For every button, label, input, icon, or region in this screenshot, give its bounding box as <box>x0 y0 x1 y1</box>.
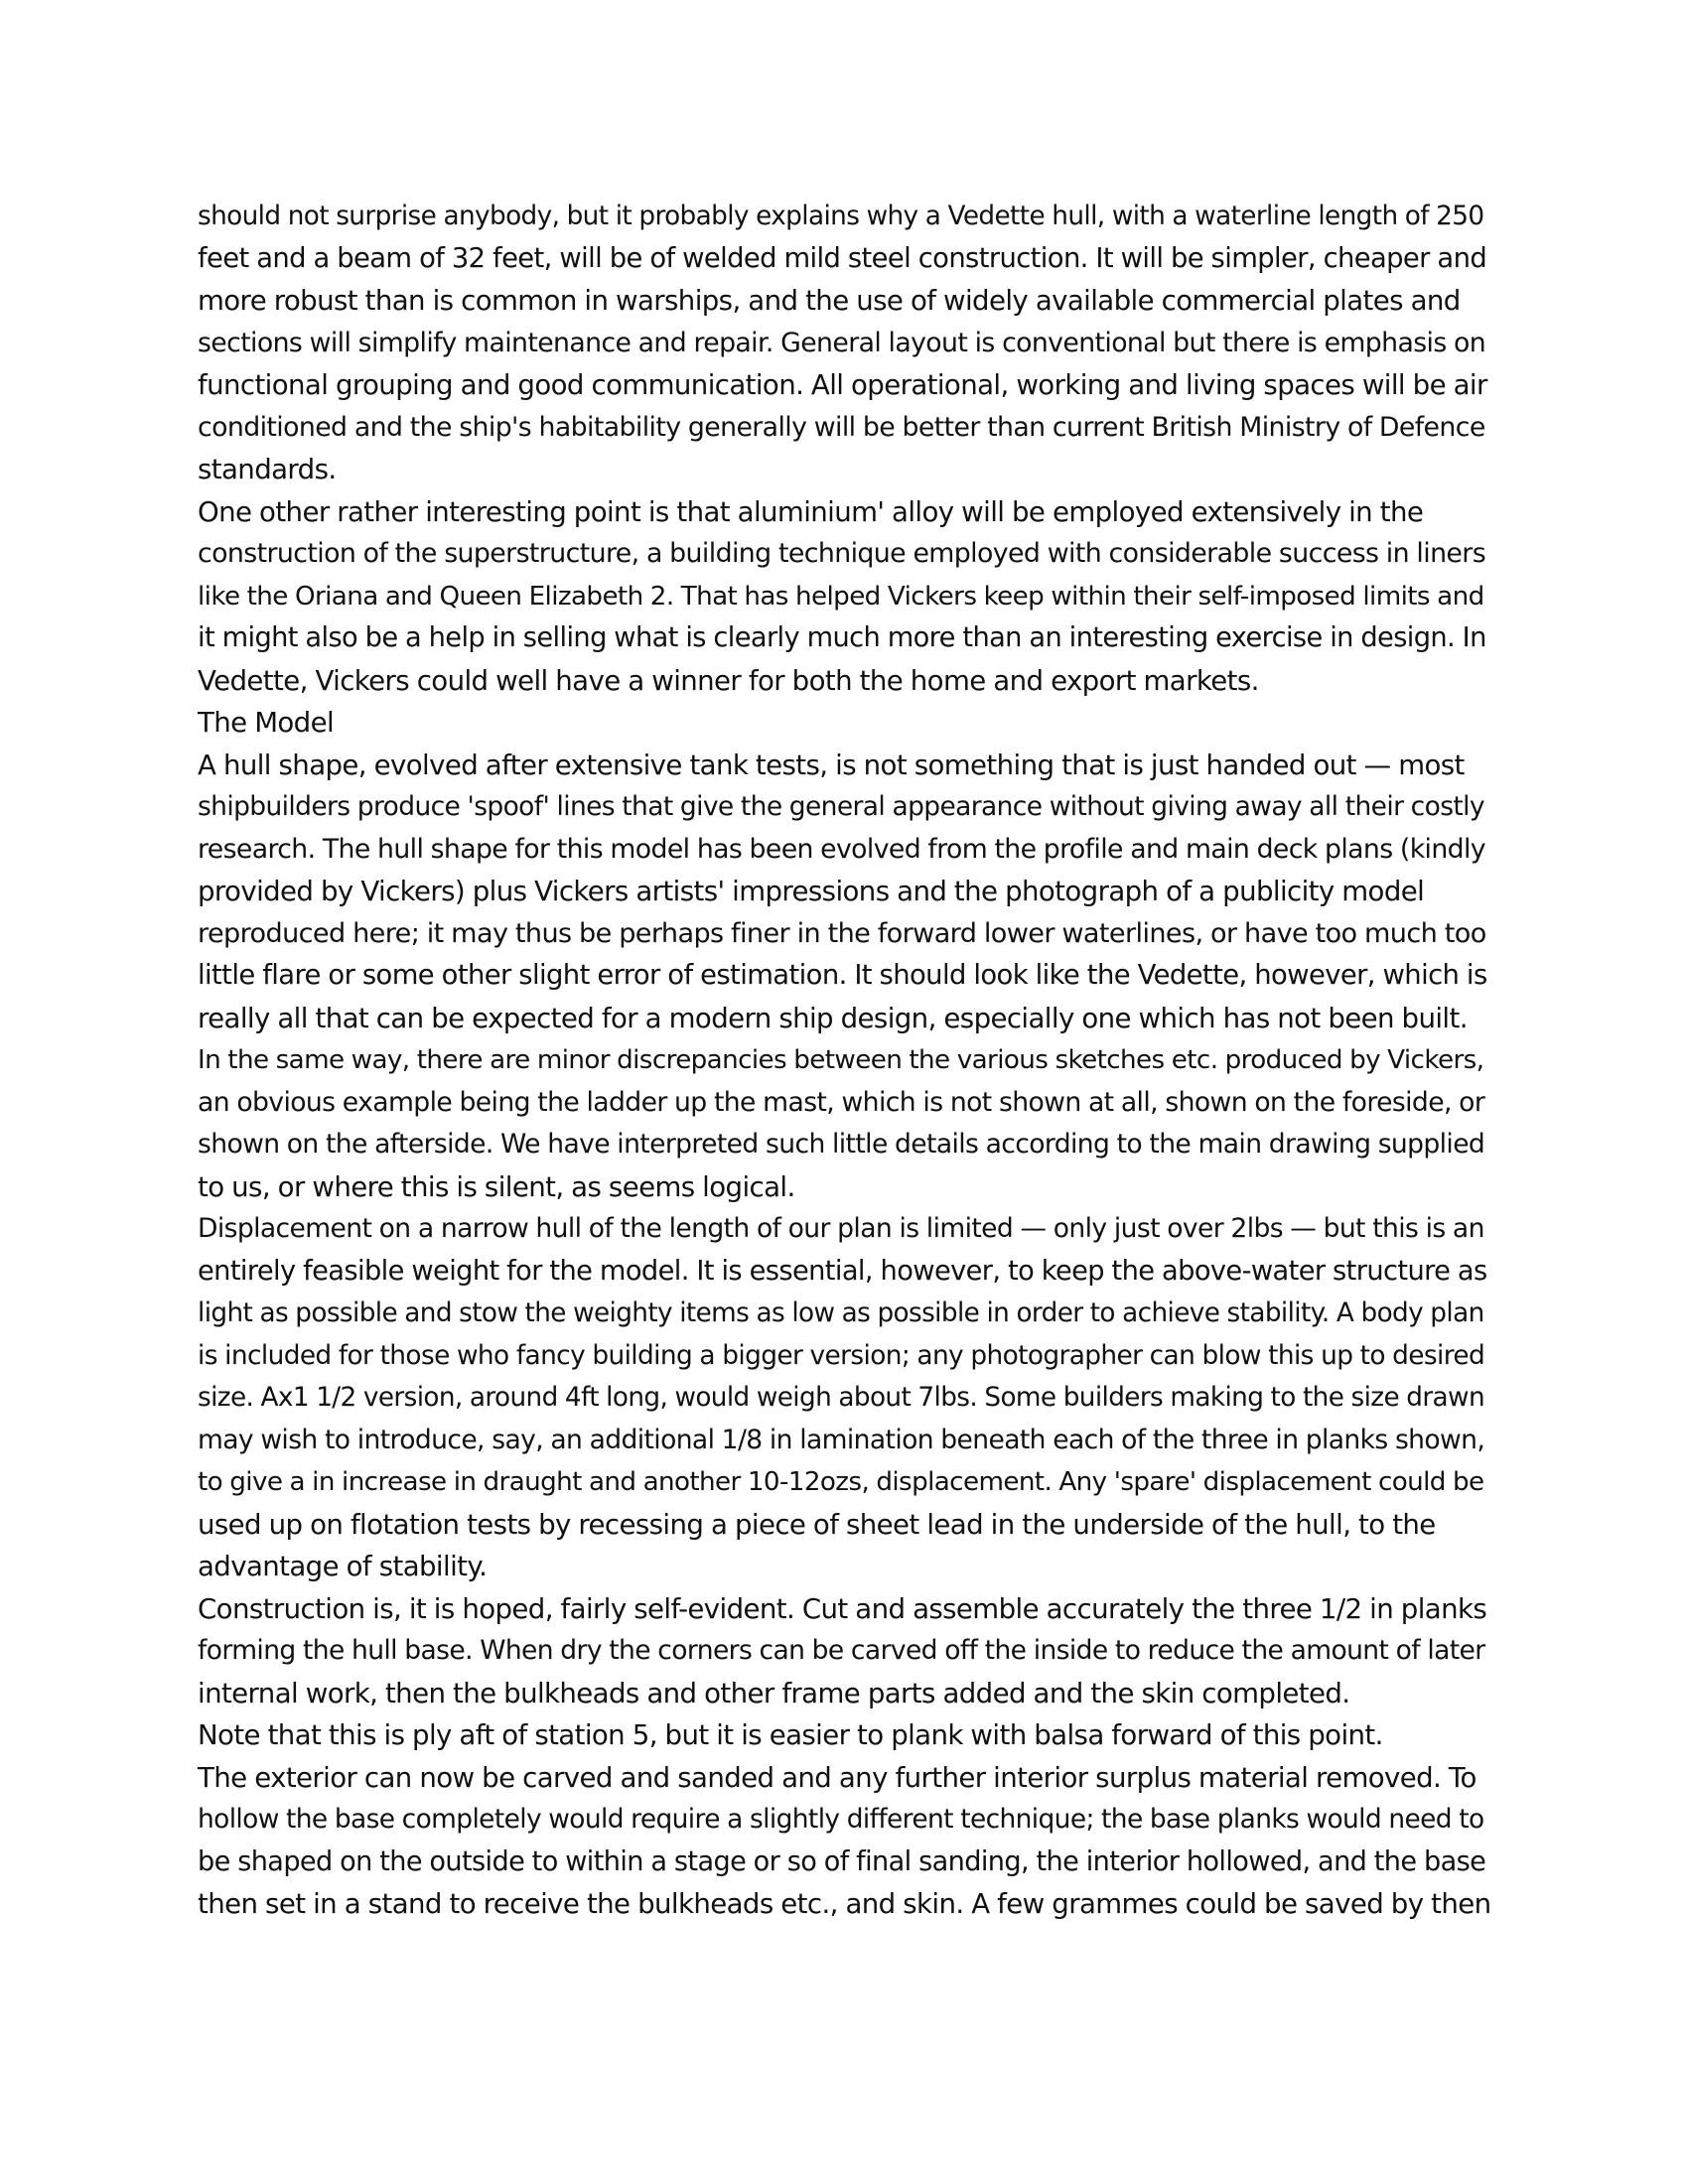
text-line: be shaped on the outside to within a stage or so of final sanding, the interior hollowed, and the base <box>198 1845 1486 1877</box>
text-line: sections will simplify maintenance and repair. General layout is conventional but there is emphasis on <box>198 327 1486 358</box>
text-line: reproduced here; it may thus be perhaps finer in the forward lower waterlines, or have too much too <box>198 917 1486 949</box>
text-line: conditioned and the ship's habitability generally will be better than current British Ministry of Defence <box>198 411 1485 443</box>
text-line: more robust than is common in warships, and the use of widely available commercial plates and <box>198 284 1461 317</box>
text-line: then set in a stand to receive the bulkheads etc., and skin. A few grammes could be saved by then <box>198 1887 1491 1920</box>
text-line: research. The hull shape for this model has been evolved from the profile and main deck plans (kindly <box>198 833 1485 865</box>
text-line: an obvious example being the ladder up the mast, which is not shown at all, shown on the foreside, or <box>198 1086 1485 1118</box>
text-line: internal work, then the bulkheads and other frame parts added and the skin completed. <box>198 1676 1350 1709</box>
text-line: Note that this is ply aft of station 5, but it is easier to plank with balsa forward of this point. <box>198 1718 1383 1751</box>
section-heading: The Model <box>198 706 335 739</box>
text-line: to give a in increase in draught and another 10-12ozs, displacement. Any 'spare' displacement could be <box>198 1467 1484 1497</box>
text-line: shipbuilders produce 'spoof' lines that give the general appearance without giving away all their costly <box>198 791 1484 822</box>
text-line: Displacement on a narrow hull of the length of our plan is limited — only just over 2lbs — but this is an <box>198 1213 1484 1244</box>
text-line: A hull shape, evolved after extensive tank tests, is not something that is just handed out — most <box>198 748 1465 781</box>
text-line: advantage of stability. <box>198 1550 488 1582</box>
text-line: to us, or where this is silent, as seems logical. <box>198 1169 795 1203</box>
text-line: really all that can be expected for a modern ship design, especially one which has not been built. <box>198 1001 1468 1034</box>
text-line: In the same way, there are minor discrepancies between the various sketches etc. produced by Vickers, <box>198 1045 1484 1075</box>
text-line: used up on flotation tests by recessing a piece of sheet lead in the underside of the hull, to the <box>198 1507 1436 1541</box>
text-line: shown on the afterside. We have interpreted such little details according to the main drawing supplied <box>198 1129 1485 1160</box>
text-line: is included for those who fancy building a bigger version; any photographer can blow this up to desired <box>198 1340 1485 1371</box>
text-line: hollow the base completely would require a slightly different technique; the base planks would need to <box>198 1804 1484 1835</box>
text-line: should not surprise anybody, but it probably explains why a Vedette hull, with a waterline length of 250 <box>198 202 1484 231</box>
body-text <box>198 196 1494 1926</box>
text-line: functional grouping and good communication. All operational, working and living spaces will be air <box>198 368 1487 401</box>
text-line: it might also be a help in selling what is clearly much more than an interesting exercise in design. In <box>198 622 1486 653</box>
text-line: size. Ax1 1/2 version, around 4ft long, would weigh about 7lbs. Some builders making to the size drawn <box>198 1383 1484 1413</box>
text-line: Construction is, it is hoped, fairly self-evident. Cut and assemble accurately the three 1/2 in planks <box>198 1591 1487 1625</box>
text-line: construction of the superstructure, a building technique employed with considerable success in liners <box>198 538 1486 569</box>
text-line: may wish to introduce, say, an additional 1/8 in lamination beneath each of the three in planks shown, <box>198 1424 1485 1455</box>
text-line: little flare or some other slight error of estimation. It should look like the Vedette, however, which is <box>198 960 1487 991</box>
text-line: light as possible and stow the weighty items as low as possible in order to achieve stability. A body plan <box>198 1298 1484 1328</box>
text-line: forming the hull base. When dry the corners can be carved off the inside to reduce the amount of later <box>198 1635 1485 1666</box>
text-line: like the Oriana and Queen Elizabeth 2. That has helped Vickers keep within their self-imposed limits and <box>198 581 1484 612</box>
text-line: The exterior can now be carved and sanded and any further interior surplus material removed. To <box>198 1760 1477 1794</box>
text-line: entirely feasible weight for the model. It is essential, however, to keep the above-water structure as <box>198 1255 1487 1287</box>
text-line: feet and a beam of 32 feet, will be of welded mild steel construction. It will be simpler, cheaper and <box>198 242 1487 274</box>
text-line: One other rather interesting point is that aluminium' alloy will be employed extensively in the <box>198 494 1424 528</box>
text-line: provided by Vickers) plus Vickers artists' impressions and the photograph of a publicity model <box>198 875 1425 907</box>
text-line: Vedette, Vickers could well have a winner for both the home and export markets. <box>198 663 1259 697</box>
text-line: standards. <box>198 453 337 485</box>
